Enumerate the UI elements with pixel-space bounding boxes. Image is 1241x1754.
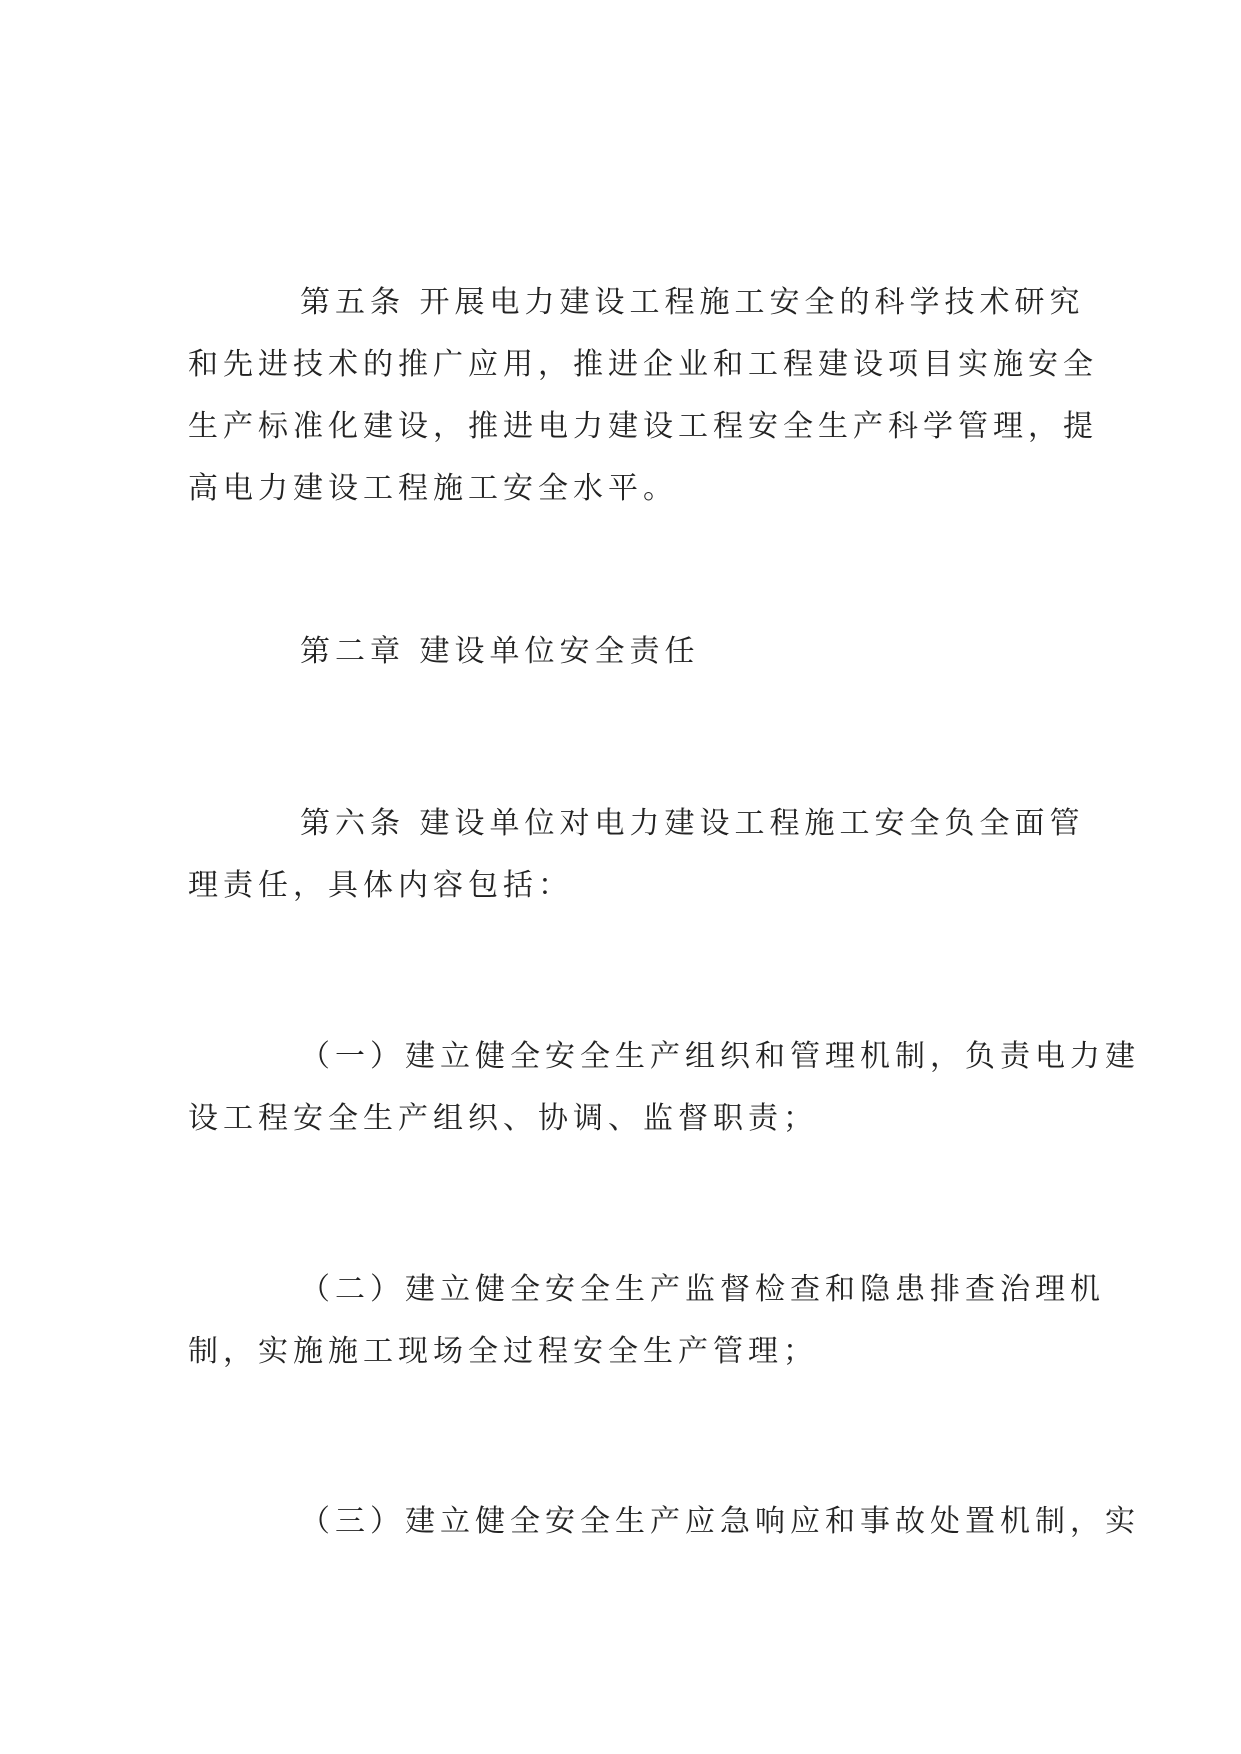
article-5-line-2: 和先进技术的推广应用，推进企业和工程建设项目实施安全	[188, 347, 1098, 382]
item-3-line-1: （三）建立健全安全生产应急响应和事故处置机制，实	[300, 1504, 1140, 1539]
article-5-line-3: 生产标准化建设，推进电力建设工程安全生产科学管理，提	[188, 409, 1098, 444]
chapter-2-title: 第二章 建设单位安全责任	[300, 634, 700, 669]
article-6-line-1: 第六条 建设单位对电力建设工程施工安全负全面管	[300, 806, 1085, 841]
article-5-line-4: 高电力建设工程施工安全水平。	[188, 471, 678, 506]
article-6-line-2: 理责任，具体内容包括：	[188, 868, 573, 903]
item-2-line-1: （二）建立健全安全生产监督检查和隐患排查治理机	[300, 1272, 1105, 1307]
item-2-line-2: 制，实施施工现场全过程安全生产管理；	[188, 1334, 818, 1369]
item-1-line-1: （一）建立健全安全生产组织和管理机制，负责电力建	[300, 1039, 1140, 1074]
article-5-line-1: 第五条 开展电力建设工程施工安全的科学技术研究	[300, 285, 1085, 320]
item-1-line-2: 设工程安全生产组织、协调、监督职责；	[188, 1101, 818, 1136]
